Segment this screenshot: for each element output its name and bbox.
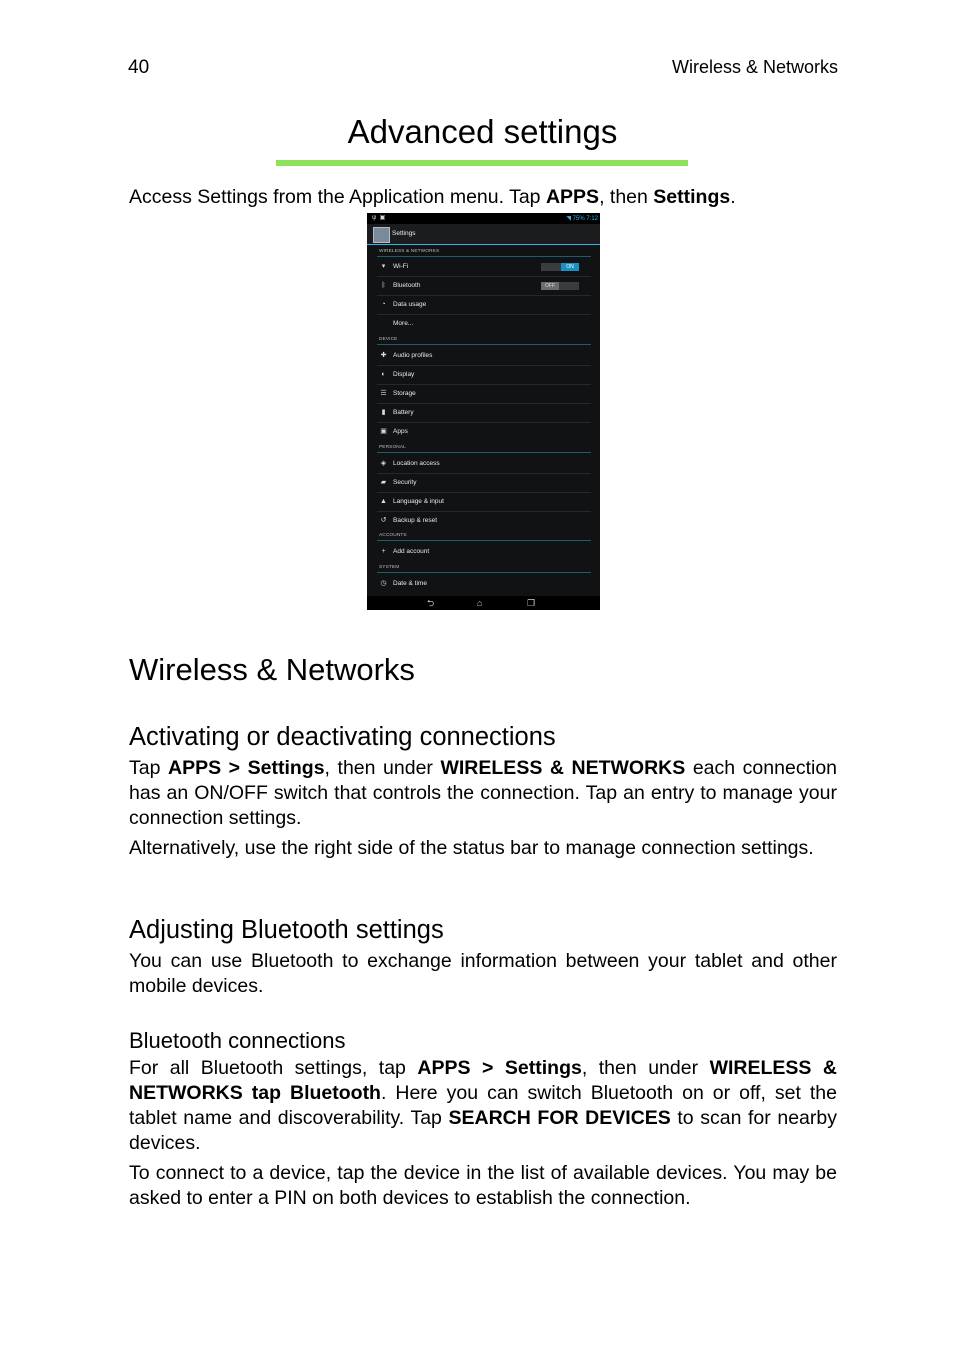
settings-item-label: Location access — [393, 460, 440, 467]
wifi-signal-icon: ◥ — [566, 216, 571, 222]
section-title-wireless-networks: Wireless & Networks — [129, 652, 415, 687]
settings-item-security[interactable] — [377, 474, 591, 493]
settings-item-label: Language & input — [393, 498, 444, 505]
paragraph-activating-1 — [129, 756, 837, 831]
settings-item-date-time[interactable] — [377, 575, 591, 593]
action-bar-title: Settings — [392, 230, 416, 237]
status-right — [566, 215, 598, 222]
settings-item-storage[interactable] — [377, 385, 591, 404]
section-divider — [377, 256, 591, 257]
text: , then under — [581, 1057, 710, 1079]
settings-item-label: Storage — [393, 390, 416, 397]
bluetooth-icon: ᛒ — [381, 282, 386, 289]
settings-item-label: More... — [393, 320, 414, 327]
settings-item-language-input[interactable] — [377, 493, 591, 512]
settings-item-wifi[interactable] — [377, 258, 591, 277]
text: , then under — [324, 757, 441, 779]
title-underline — [276, 160, 688, 166]
intro-paragraph — [129, 185, 837, 210]
apps-icon: ▣ — [380, 428, 387, 435]
settings-item-label: Security — [393, 479, 417, 486]
settings-item-label: Date & time — [393, 580, 427, 587]
text: , then — [599, 186, 654, 208]
text: . — [730, 186, 736, 208]
back-arrow-icon[interactable]: ⮌ — [427, 598, 435, 608]
paragraph-activating-2: Alternatively, use the right side of the status bar to manage connection settings. — [129, 837, 814, 859]
paragraph-bluetooth-1: You can use Bluetooth to exchange information between your tablet and other mobile devices. — [129, 950, 837, 997]
bold-search-for-devices: SEARCH FOR DEVICES — [448, 1107, 671, 1129]
settings-item-label: Wi-Fi — [393, 263, 409, 270]
text: each connection has an ON/OFF switch that controls the connection. Tap an entry to manage your connection settings. — [129, 757, 838, 829]
section-device: DEVICE — [379, 337, 398, 342]
status-bar — [367, 213, 600, 224]
bold-apps-settings: APPS > Settings — [417, 1057, 582, 1079]
bold-apps-settings: APPS > Settings — [168, 757, 325, 779]
storage-icon: ☰ — [380, 390, 387, 397]
bold-apps: APPS — [545, 186, 600, 208]
display-icon: ◐ — [381, 371, 386, 378]
text: Access Settings from the Application menu. Tap — [129, 186, 546, 208]
settings-item-location-access[interactable] — [377, 455, 591, 474]
section-system: SYSTEM — [379, 565, 400, 570]
settings-item-display[interactable] — [377, 366, 591, 385]
settings-item-label: Data usage — [393, 301, 427, 308]
settings-item-label: Audio profiles — [393, 352, 433, 359]
toggle-off-label: OFF — [541, 282, 559, 290]
settings-app-icon — [373, 227, 390, 243]
section-divider — [377, 344, 591, 345]
text: For all Bluetooth settings, tap — [129, 1057, 418, 1079]
plus-icon: + — [381, 548, 386, 555]
bold-wireless-bluetooth: WIRELESS & NETWORKS tap Bluetooth — [129, 1057, 838, 1104]
text: Tap — [129, 757, 168, 779]
navigation-bar — [367, 596, 600, 610]
paragraph-btconn-2: To connect to a device, tap the device in the list of available devices. You may be asked to enter a PIN on both devices to establish the connection. — [129, 1162, 837, 1209]
section-title-advanced-settings: Advanced settings — [347, 113, 618, 150]
settings-item-battery[interactable] — [377, 404, 591, 423]
section-personal: PERSONAL — [379, 445, 406, 450]
recent-apps-icon[interactable]: ❐ — [527, 598, 536, 608]
section-accounts: ACCOUNTS — [379, 533, 407, 538]
location-icon: ◈ — [380, 460, 387, 467]
lock-icon: ▰ — [380, 479, 387, 486]
section-wireless: WIRELESS & NETWORKS — [379, 249, 440, 254]
section-divider — [377, 540, 591, 541]
wifi-icon: ▾ — [381, 263, 386, 270]
settings-item-label: Add account — [393, 548, 430, 555]
settings-item-data-usage[interactable] — [377, 296, 591, 315]
heading-activating-connections: Activating or deactivating connections — [129, 723, 556, 751]
backup-icon: ↺ — [380, 517, 387, 524]
toggle-on-label: ON — [561, 263, 579, 271]
settings-item-backup-reset[interactable] — [377, 512, 591, 530]
settings-item-bluetooth[interactable] — [377, 277, 591, 296]
text: to scan for nearby devices. — [129, 1107, 837, 1154]
running-head: Wireless & Networks — [671, 57, 838, 77]
settings-item-label: Display — [393, 371, 415, 378]
home-icon[interactable]: ⌂ — [477, 598, 483, 608]
section-divider — [377, 572, 591, 573]
settings-item-label: Battery — [393, 409, 414, 416]
page-number: 40 — [128, 57, 150, 78]
heading-bluetooth-connections: Bluetooth connections — [129, 1028, 346, 1053]
settings-item-label: Backup & reset — [393, 517, 438, 524]
data-usage-icon: ◔ — [381, 301, 386, 308]
heading-adjusting-bluetooth: Adjusting Bluetooth settings — [129, 916, 444, 944]
bold-wireless-networks: WIRELESS & NETWORKS — [440, 757, 686, 779]
battery-time: 75% 7:12 — [572, 216, 598, 222]
settings-item-label: Bluetooth — [393, 282, 421, 289]
usb-icon: ψ ▣ — [372, 215, 386, 221]
text: . Here you can switch Bluetooth on or off, set the tablet name and discoverability. Tap — [129, 1082, 837, 1129]
settings-item-apps[interactable] — [377, 423, 591, 441]
bold-settings: Settings — [653, 186, 731, 208]
section-divider — [377, 452, 591, 453]
clock-icon: ◷ — [380, 580, 387, 587]
wifi-toggle[interactable] — [541, 263, 579, 271]
action-bar — [367, 224, 600, 245]
battery-icon: ▮ — [381, 409, 386, 416]
language-icon: ▲ — [380, 498, 387, 505]
bluetooth-toggle[interactable] — [541, 282, 579, 290]
audio-profiles-icon: ✚ — [380, 352, 387, 359]
settings-item-audio-profiles[interactable] — [377, 347, 591, 366]
paragraph-btconn-1 — [129, 1056, 837, 1156]
settings-item-label: Apps — [393, 428, 408, 435]
settings-screenshot — [367, 213, 600, 610]
settings-item-more[interactable] — [377, 315, 591, 333]
settings-item-add-account[interactable] — [377, 543, 591, 561]
